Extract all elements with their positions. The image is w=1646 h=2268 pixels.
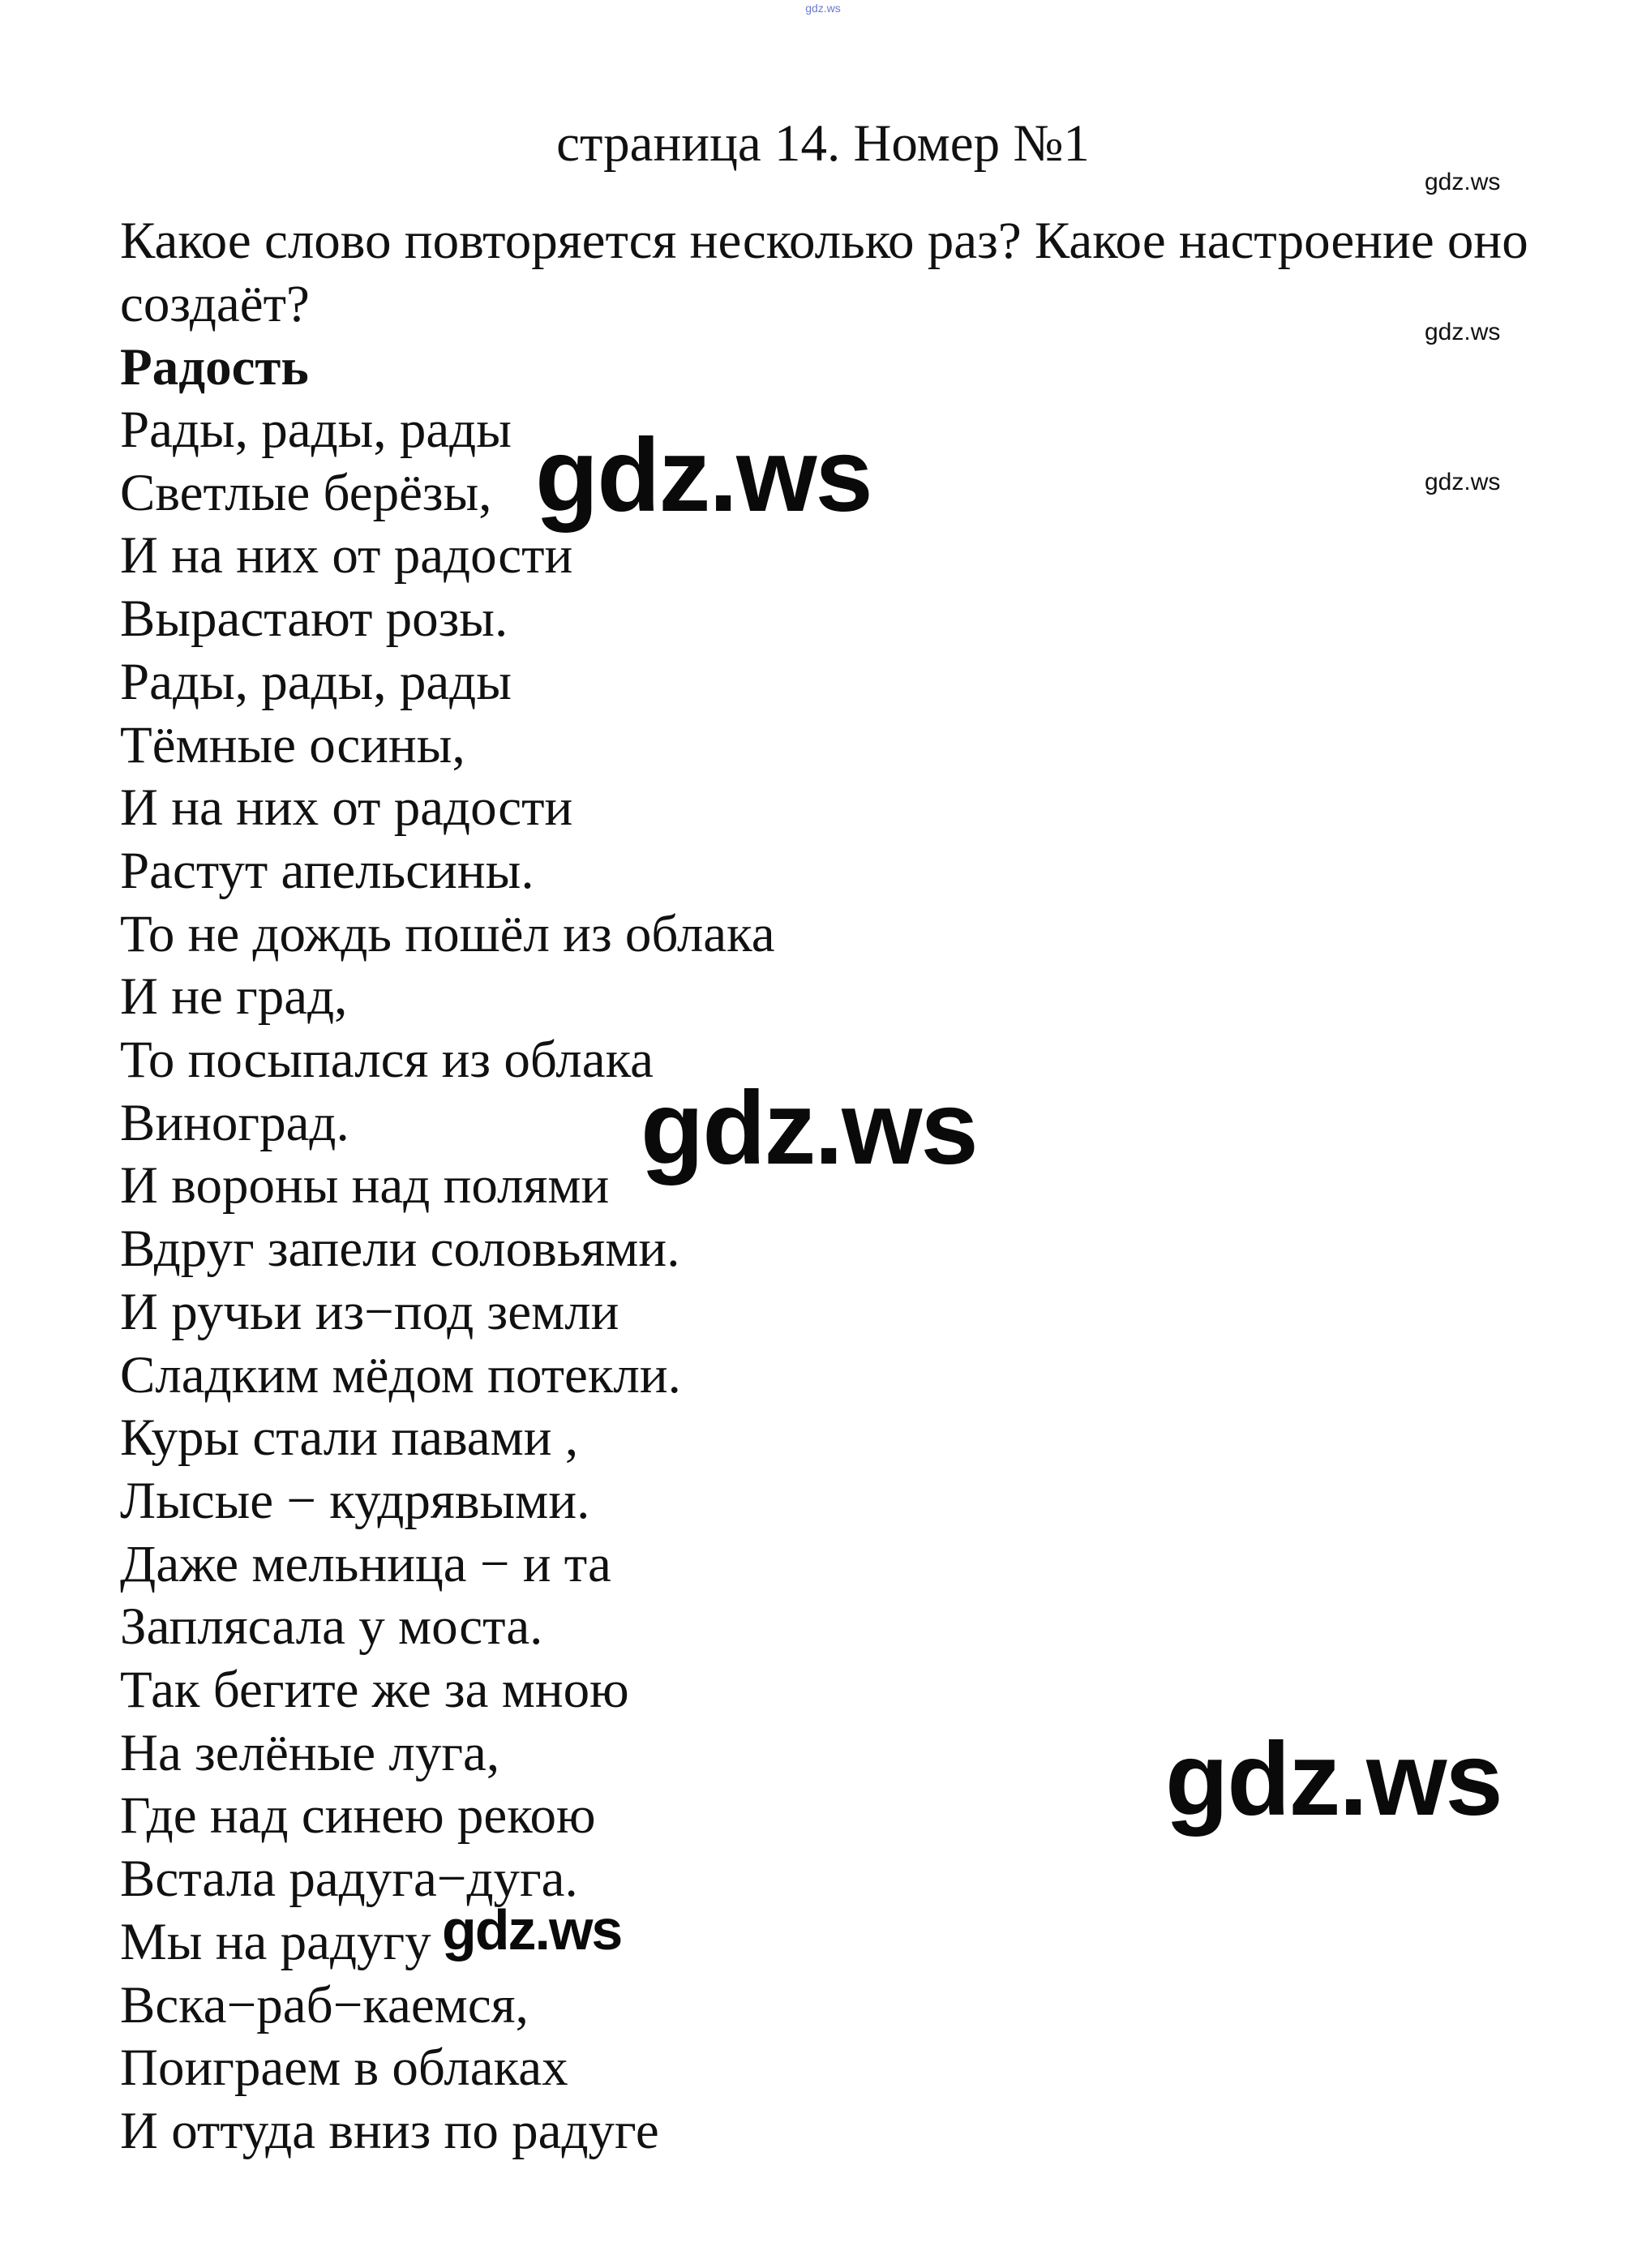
watermark-small: gdz.ws bbox=[1425, 469, 1501, 495]
poem-line: На зелёные луга, bbox=[120, 1723, 500, 1782]
poem-line: И вороны над полями bbox=[120, 1156, 610, 1215]
poem-line: Так бегите же за мною bbox=[120, 1661, 629, 1720]
poem-line: Встала радуга−дуга. bbox=[120, 1850, 578, 1909]
poem-line: Рады, рады, рады bbox=[120, 652, 512, 711]
poem-line: Лысые − кудрявыми. bbox=[120, 1471, 590, 1530]
poem-line: Куры стали павами , bbox=[120, 1408, 579, 1468]
poem-line: Вдруг запели соловьями. bbox=[120, 1220, 680, 1279]
page-title: страница 14. Номер №1 bbox=[556, 114, 1090, 173]
poem-line: Где над синею рекою bbox=[120, 1786, 596, 1846]
poem-line: И оттуда вниз по радуге bbox=[120, 2101, 659, 2160]
poem-line: Даже мельница − и та bbox=[120, 1534, 611, 1593]
poem-line: Сладким мёдом потекли. bbox=[120, 1345, 681, 1404]
watermark-medium: gdz.ws bbox=[442, 1898, 622, 1961]
poem-line: Тёмные осины, bbox=[120, 715, 465, 774]
top-watermark: gdz.ws bbox=[805, 2, 841, 15]
poem-line: То посыпался из облака bbox=[120, 1031, 654, 1090]
poem-line: И на них от радости bbox=[120, 778, 573, 838]
question-text: Какое слово повторяется несколько раз? Какое настроение оно создаёт? bbox=[120, 212, 1528, 333]
poem-line: Мы на радугу bbox=[120, 1912, 431, 1971]
watermark-large: gdz.ws bbox=[641, 1070, 977, 1186]
poem-line: Поиграем в облаках bbox=[120, 2039, 568, 2098]
poem-line: Заплясала у моста. bbox=[120, 1597, 543, 1657]
poem-line: Светлые берёзы, bbox=[120, 463, 492, 522]
poem-title: Радость bbox=[120, 338, 309, 397]
watermark-small: gdz.ws bbox=[1425, 169, 1501, 195]
poem-line: Рады, рады, рады bbox=[120, 401, 512, 459]
poem-line: Вска−раб−каемся, bbox=[120, 1975, 529, 2034]
poem-line: И на них от радости bbox=[120, 526, 573, 585]
poem-line: То не дождь пошёл из облака bbox=[120, 904, 775, 963]
watermark-large: gdz.ws bbox=[1165, 1721, 1502, 1837]
watermark-large: gdz.ws bbox=[535, 418, 872, 534]
poem-line: Виноград. bbox=[120, 1093, 349, 1152]
poem-line: Растут апельсины. bbox=[120, 841, 534, 900]
watermark-small: gdz.ws bbox=[1425, 319, 1501, 345]
poem-lines bbox=[120, 399, 1547, 2163]
poem-line: И не град, bbox=[120, 967, 348, 1027]
poem-line: И ручьи из−под земли bbox=[120, 1282, 619, 1341]
poem-line: Вырастают розы. bbox=[120, 590, 508, 649]
